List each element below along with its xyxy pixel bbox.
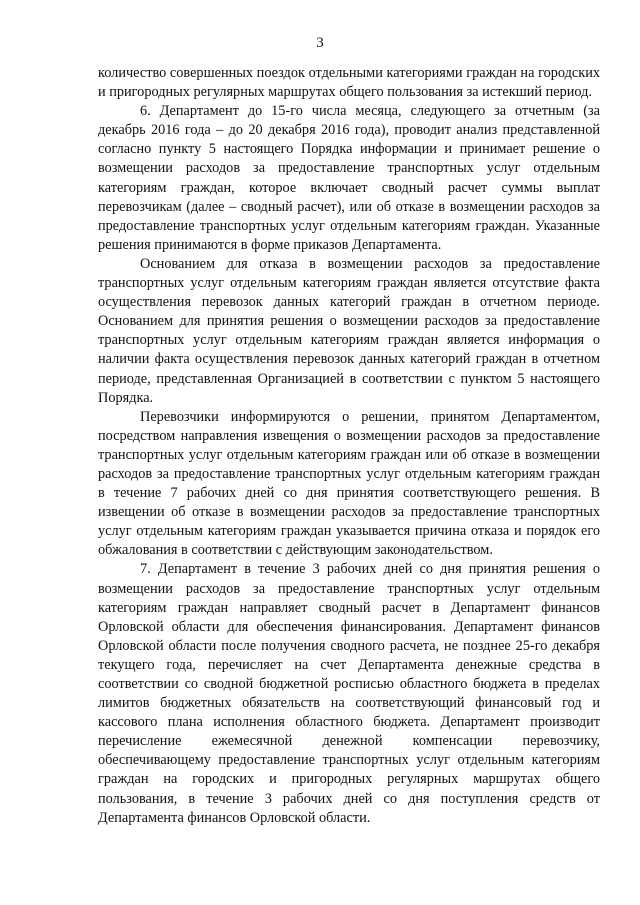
paragraph-refusal-grounds: Основанием для отказа в возмещении расходов за предоставление транспортных услуг отдельным категориям граждан является отсутствие факта осуществления перевозок данных категорий граждан в отчетном периоде. Основанием для принятия решения о возмещении расходов за предоставление транспортных услуг отдельным категориям граждан является информация о наличии факта осуществления перевозок данных категорий граждан в отчетном периоде, представленная Организацией в соответствии с пунктом 5 настоящего Порядка. bbox=[98, 255, 600, 406]
document-body bbox=[98, 64, 600, 828]
paragraph-item-6: 6. Департамент до 15-го числа месяца, следующего за отчетным (за декабрь 2016 года – до 20 декабря 2016 года), проводит анализ представленной согласно пункту 5 настоящего Порядка информации и принимает решение о возмещении расходов за предоставление транспортных услуг отдельным категориям граждан, которое включает сводный расчет суммы выплат перевозчикам (далее – сводный расчет), или об отказе в возмещении расходов за предоставление транспортных услуг отдельным категориям граждан. Указанные решения принимаются в форме приказов Департамента. bbox=[98, 103, 600, 253]
paragraph-carrier-notification: Перевозчики информируются о решении, принятом Департаментом, посредством направления извещения о возмещении расходов за предоставление транспортных услуг отдельным категориям граждан или об отказе в возмещении расходов за предоставление транспортных услуг отдельным категориям граждан в течение 7 рабочих дней со дня принятия соответствующего решения. В извещении об отказе в возмещении расходов за предоставление транспортных услуг отдельным категориям граждан указывается причина отказа и порядок его обжалования в соответствии с действующим законодательством. bbox=[98, 408, 600, 559]
page-number: 3 bbox=[316, 35, 324, 51]
paragraph-continuation: количество совершенных поездок отдельными категориями граждан на городских и пригородных регулярных маршрутах общего пользования за истекший период. bbox=[98, 65, 600, 101]
paragraph-item-7: 7. Департамент в течение 3 рабочих дней со дня принятия решения о возмещении расходов за предоставление транспортных услуг отдельным категориям граждан направляет сводный расчет в Департамент финансов Орловской области для обеспечения финансирования. Департамент финансов Орловской области после получения сводного расчета, не позднее 25-го декабря текущего года, перечисляет на счет Департамента денежные средства в соответствии со сводной бюджетной росписью областного бюджета в пределах лимитов бюджетных обязательств на соответствующий финансовый год и кассового плана исполнения областного бюджета. Департамент производит перечисление ежемесячной денежной компенсации перевозчику, обеспечивающему предоставление транспортных услуг отдельным категориям граждан на городских и пригородных регулярных маршрутах общего пользования, в течение 3 рабочих дней со дня поступления средств от Департамента финансов Орловской области. bbox=[98, 561, 600, 826]
